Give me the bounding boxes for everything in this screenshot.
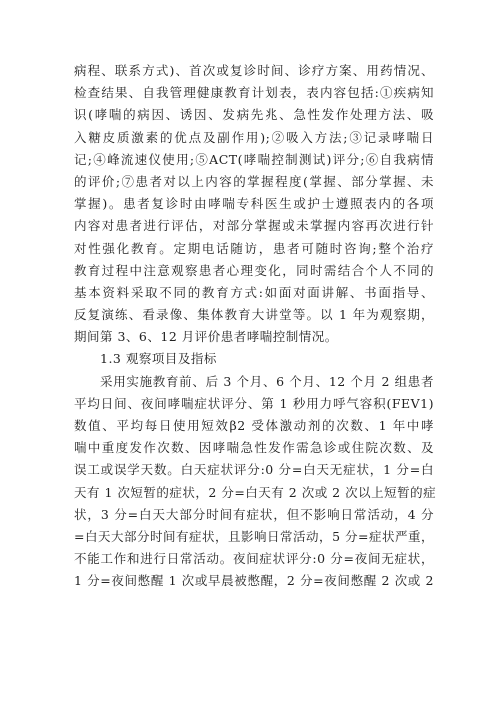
text-line: 反复演练、看录像、集体教育大讲堂等。以 1 年为观察期，: [74, 307, 434, 323]
section-heading: 1.3 观察项目及指标: [100, 351, 217, 367]
text-line: 采用实施教育前、后 3 个月、6 个月、12 个月 2 组患者: [100, 373, 434, 389]
text-line: 基本资料采取不同的教育方式:如面对面讲解、书面指导、: [74, 284, 434, 300]
text-line: 状，3 分=白天大部分时间有症状，但不影响日常活动，4 分: [74, 506, 434, 522]
text-line: 误工或误学天数。白天症状评分:0 分=白天无症状，1 分=白: [74, 462, 434, 478]
text-line: 识(哮喘的病因、诱因、发病先兆、急性发作处理方法、吸: [74, 107, 434, 123]
text-line: 检查结果、自我管理健康教育计划表，表内容包括:①疾病知: [74, 85, 434, 101]
text-line: 记;④峰流速仪使用;⑤ACT(哮喘控制测试)评分;⑥自我病情: [74, 151, 434, 167]
body-text: [74, 60, 437, 593]
text-line: 教育过程中注意观察患者心理变化，同时需结合个人不同的: [74, 262, 434, 278]
text-line: 喘中重度发作次数、因哮喘急性发作需急诊或住院次数、及: [74, 440, 434, 456]
text-line: 对性强化教育。定期电话随访，患者可随时咨询;整个治疗: [74, 240, 434, 256]
text-line: 不能工作和进行日常活动。夜间症状评分:0 分=夜间无症状，: [74, 551, 434, 567]
text-line: 天有 1 次短暂的症状，2 分=白天有 2 次或 2 次以上短暂的症: [74, 484, 437, 500]
text-line: 平均日间、夜间哮喘症状评分、第 1 秒用力呼气容积(FEV1): [74, 395, 434, 411]
text-line: 期间第 3、6、12 月评价患者哮喘控制情况。: [74, 329, 338, 345]
text-line: 数值、平均每日使用短效β2 受体激动剂的次数、1 年中哮: [74, 418, 434, 433]
text-line: 掌握)。患者复诊时由哮喘专科医生或护士遵照表内的各项: [74, 196, 434, 212]
text-line: 入糖皮质激素的优点及副作用);②吸入方法;③记录哮喘日: [74, 129, 434, 145]
text-line: 病程、联系方式)、首次或复诊时间、诊疗方案、用药情况、: [74, 63, 434, 78]
text-line: 内容对患者进行评估，对部分掌握或未掌握内容再次进行针: [74, 218, 434, 234]
text-line: 的评价;⑦患者对以上内容的掌握程度(掌握、部分掌握、未: [74, 173, 434, 189]
text-line: =白天大部分时间有症状，且影响日常活动，5 分=症状严重，: [74, 528, 434, 544]
text-line: 1 分=夜间憋醒 1 次或早晨被憋醒，2 分=夜间憋醒 2 次或 2: [74, 573, 434, 589]
